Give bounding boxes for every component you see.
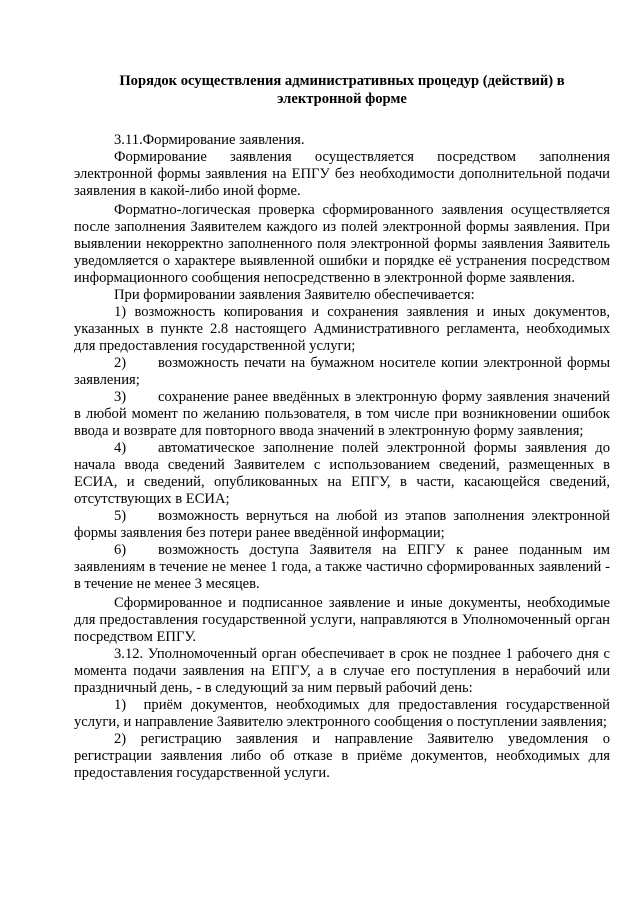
document-body	[74, 132, 610, 782]
paragraph: Формирование заявления осуществляется посредством заполнения электронной формы заявления на ЕПГУ без необходимости дополнительной подачи заявления в какой-либо иной форме.	[74, 149, 610, 199]
document-title: Порядок осуществления административных процедур (действий) в электронной форме	[119, 73, 565, 107]
list-item-number: 2)	[114, 731, 127, 747]
list-item-number: 2)	[114, 355, 127, 371]
paragraph: Сформированное и подписанное заявление и иные документы, необходимые для предоставления государственной услуги, направляются в Уполномоченный орган посредством ЕПГУ.	[74, 595, 610, 645]
list-item-text: возможность печати на бумажном носителе копии электронной формы заявления;	[74, 355, 610, 388]
list-item-number: 3)	[114, 389, 127, 405]
list-item-text: возможность копирования и сохранения заявления и иных документов, указанных в пункте 2.8 настоящего Административного регламента, необходимых для предоставления государственной услуги;	[74, 304, 610, 354]
paragraph: Форматно-логическая проверка сформированного заявления осуществляется после заполнения Заявителем каждого из полей электронной формы заявления. При выявлении некорректно заполненного поля электронной формы заявления Заявитель уведомляется о характере выявленной ошибки и порядке её устранения посредством информационного сообщения непосредственно в электронной форме заявления.	[74, 202, 610, 286]
list-item	[74, 542, 610, 593]
list-item	[74, 731, 610, 782]
document-page	[74, 72, 610, 782]
list-item-number: 1)	[114, 697, 127, 713]
list-item	[74, 697, 610, 731]
list-item	[74, 389, 610, 440]
section-heading: 3.11.Формирование заявления.	[114, 132, 305, 148]
list-item-number: 1)	[114, 304, 127, 320]
list-item	[74, 440, 610, 508]
list-item-text: приём документов, необходимых для предоставления государственной услуги, и направление Заявителю электронного сообщения о поступлении заявления;	[74, 697, 610, 730]
list-item-number: 6)	[114, 542, 127, 558]
list-item-text: сохранение ранее введённых в электронную форму заявления значений в любой момент по желанию пользователя, в том числе при возникновении ошибок ввода и возврате для повторного ввода значений в электронную форму заявления;	[74, 389, 610, 439]
list-item-text: автоматическое заполнение полей электронной формы заявления до начала ввода сведений Заявителем с использованием сведений, размещенных в ЕСИА, и сведений, опубликованных на ЕПГУ, в части, касающейся сведений, отсутствующих в ЕСИА;	[74, 440, 610, 507]
list-item	[74, 304, 610, 355]
list-item	[74, 355, 610, 389]
list-item-text: регистрацию заявления и направление Заявителю уведомления о регистрации заявления либо об отказе в приёме документов, необходимых для предоставления государственной услуги.	[74, 731, 610, 781]
list-item-number: 5)	[114, 508, 127, 524]
list-item-text: возможность вернуться на любой из этапов заполнения электронной формы заявления без потери ранее введённой информации;	[74, 508, 610, 541]
paragraph: При формировании заявления Заявителю обеспечивается:	[114, 287, 475, 303]
list-item	[74, 508, 610, 542]
list-item-number: 4)	[114, 440, 127, 456]
list-item-text: возможность доступа Заявителя на ЕПГУ к ранее поданным им заявлениям в течение не менее 1 года, а также частично сформированных заявлений - в течение не менее 3 месяцев.	[74, 542, 610, 592]
section-heading: 3.12. Уполномоченный орган обеспечивает в срок не позднее 1 рабочего дня с момента подачи заявления на ЕПГУ, а в случае его поступления в нерабочий или праздничный день, - в следующий за ним первый рабочий день:	[74, 646, 610, 696]
